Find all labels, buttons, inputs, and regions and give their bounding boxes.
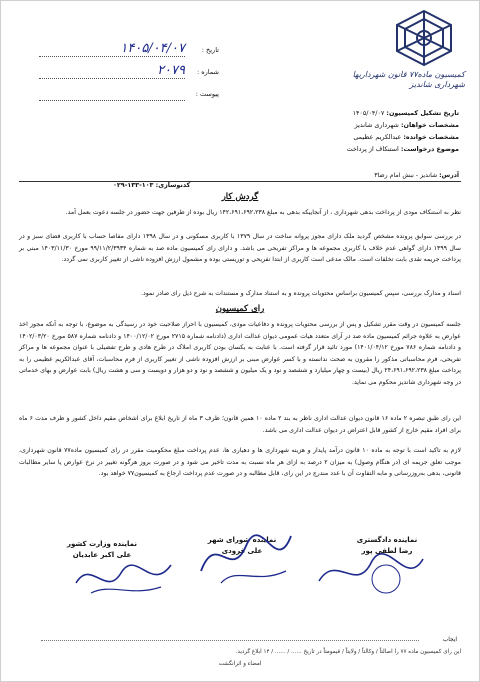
number-label: شماره : [197, 68, 219, 76]
subject-value: استنکاف از پرداخت [346, 145, 399, 153]
judiciary-rep-name: رضا لطفی پور [361, 546, 413, 555]
paragraph-5: این رای طبق تبصره ۲ ماده ۱۶ قانون دیوان عدالت اداری ناظر به بند ۲ ماده ۱۰ همین قانون؛ ظرف ۳ ماه از تاریخ ابلاغ برای اشخاص مقیم داخل کشور و ظرف مدت ۶ ماه برای افراد مقیم خارج از کشور قابل اعتراض در دیوان عدالت اداری می باشد. [19, 415, 461, 434]
paragraph-6: لازم به تاکید است با توجه به ماده ۱۰ قانون درآمد پایدار و هزینه شهرداری ها و دهیاری ها، عدم پرداخت مبلغ محکومیت مقرر در رای کمیسیون ماده۷۷ قانون شهرداری، موجب تعلق جریمه ای (در هنگام وصول) به میزان ۲ درصد به ازای هر ماه نسبت به مدت تاخیر می شود و در صورت بروز هرگونه تغییر در نرخ عوارض یا سایر مطالبات قانونی، بدهی بەروزرسانی و مابه التفاوت آن با عدد مندرج در این رای، قابل مطالبه و در صورت عدم پرداخت ارجاع به کمیسیون۷۷ خواهد بود. [19, 447, 461, 478]
class-label: کدنوسازی: [155, 181, 191, 189]
judiciary-rep-title: نماینده دادگستری [356, 536, 418, 544]
defendant-row [119, 131, 459, 143]
attachment-label: پیوست : [195, 90, 219, 98]
ministry-rep-name: علی اکبر عابدیان [72, 550, 132, 559]
signature-fingerprint-label: امضاء و اثرانگشت [218, 661, 262, 668]
number-dotline [39, 78, 185, 79]
ministry-signature-mark-icon [71, 553, 181, 603]
council-rep-title: نماینده شورای شهر [207, 536, 277, 544]
ministry-rep-title: نماینده وزارت کشور [67, 540, 137, 548]
plaintiff-value: شهرداری شاندیز [354, 121, 399, 129]
council-signature-mark-icon [191, 521, 301, 591]
address-divider [19, 181, 461, 182]
org-name [325, 69, 465, 92]
defendant-value: عبدالکریم عظیمی [353, 133, 402, 141]
org-line-2: شهرداری شاندیز [409, 80, 465, 90]
paragraph-1: نظر به استنکاف مودی از پرداخت بدهی شهرداری ، از آنجاییکه بدهی به مبلغ ۱۴۲،۶۹۱،۶۹۲،۲۳۸ ریال بوده از طرفین جهت حضور در جلسه دعوت بعمل آمد. [65, 209, 461, 216]
ijab-label: ایجاب [442, 637, 457, 644]
address-value: شاندیز - نبش امام رضا۳ [374, 172, 438, 179]
report-title: گردش کار [221, 192, 259, 202]
org-line-1: کمیسیون ماده۷۷ قانون شهرداریها [352, 70, 465, 79]
municipality-logo-icon [389, 7, 459, 69]
address-row [159, 171, 459, 181]
plaintiff-label: مشخصات خواهان: [400, 121, 459, 129]
class-number [113, 181, 190, 191]
session-date-row [119, 107, 459, 119]
date-value: ۱۴۰۵/۰۴/۰۷ [120, 41, 185, 56]
paragraph-4: جلسه کمیسیون در وقت مقرر تشکیل و پس از بررسی محتویات پرونده و دفاعیات مودی، کمیسیون با احراز صلاحیت خود در رسیدگی به موضوع، با توجه به آنکه مجوز اخذ عوارض به علاوه جرائم کمیسیون ماده صد در آرای متعدد هیات عمومی دیوان عدالت اداری (دادنامه شماره ۲۷۱۵ مورخ ۱۴۰۰/۱۲/۰۲ و دادنامه شماره ۵۸۷ مورخ ۱۴۰۲/۰۳/۲۰ و دادنامه شماره ۷۸۶ مورخ ۱۴۰۱/۰۴/۱۲) مورد تائید قرار گرفته است. با عنایت به یکسان بودن کاربری املاک در طرح هادی و طرح تفضیلی با عنوان مجموعه ها و مراکز تفریحی، فرم محاسباتی مذکور را مقرون به صحت ندانسته و با کسر عوارض مبنی بر ارزش افزوده ناشی از تغییر کاربری از فرم محاسبات، آقای عبدالکریم عظیمی را به پرداخت مبلغ ۲۴،۶۹۱،۶۹۲،۲۳۸ ریال (بیست و چهار میلیارد و ششصد و نود و یک میلیون و ششصد و نود و دو هزار و دویست و سی و هشت ریال) بابت عوارض و بهای خدماتی در وجه شهرداری شاندیز محکوم می نماید. [19, 321, 461, 386]
council-rep-name: علی فرودی [221, 546, 263, 555]
plaintiff-row [119, 119, 459, 131]
paragraph-3: اسناد و مدارک بررسی، سپس کمیسیون براساس محتویات پرونده و به استناد مدارک و مستندات به شرح ذیل رای صادر نمود. [141, 290, 461, 297]
notification-line: این رای کمیسیون ماده ۷۷ را اصالتاً / وکالتاً / ولایتاً / قیمومتاً در تاریخ ...... / ...... / ۱۴ ابلاغ گردید. [235, 649, 461, 656]
verdict-title: رای کمیسیون [215, 304, 265, 314]
class-value: ۱۰۳-۱۳۳-۰۲۹ [113, 181, 154, 189]
attachment-dotline [39, 100, 185, 101]
date-row [19, 39, 219, 61]
date-dotline [39, 56, 185, 57]
paragraph-2: در بررسی سوابق پرونده مشخص گردید ملک دارای مجوز پروانه ساخت در سال ۱۳۷۹ با کاربری مسکونی و در سال ۱۳۹۸ دارای مفاصا حساب با کاربری فضای سبز و در سال ۱۳۹۹ دارای گواهی عدم خلاف با کاربری مجموعه ها و مراکز تفریحی می باشد. و دارای رای کمیسیون ماده صد به شماره ۹۹/۱۱/۲/۳۹۳۴ مورخ ۱۴۰۳/۱۱/۳۰ مبنی بر پرداخت جریمه نقدی بابت تخلفات است. مالک مدعی است کاربری از ابتدا تفریحی و توریستی بوده و مشمول ارزش افزوده ناشی از تغییر کاربری نمی گردد. [19, 233, 461, 264]
defendant-label: مشخصات خوانده: [403, 133, 459, 141]
number-value: ۲۰۷۹ [157, 63, 185, 78]
number-row [19, 61, 219, 83]
address-label: آدرس: [439, 172, 459, 179]
attachment-row [19, 83, 219, 105]
footer-divider [41, 640, 419, 641]
header-meta [19, 39, 219, 105]
judiciary-signature-mark-icon [311, 541, 431, 601]
session-date-label: تاریخ تشکیل کمیسیون: [386, 109, 459, 117]
subject-row [119, 143, 459, 155]
subject-label: موضوع درخواست: [400, 145, 459, 153]
case-info [119, 107, 459, 155]
date-label: تاریخ : [201, 46, 219, 54]
session-date-value: ۱۴۰۵/۰۴/۰۷ [352, 109, 385, 117]
